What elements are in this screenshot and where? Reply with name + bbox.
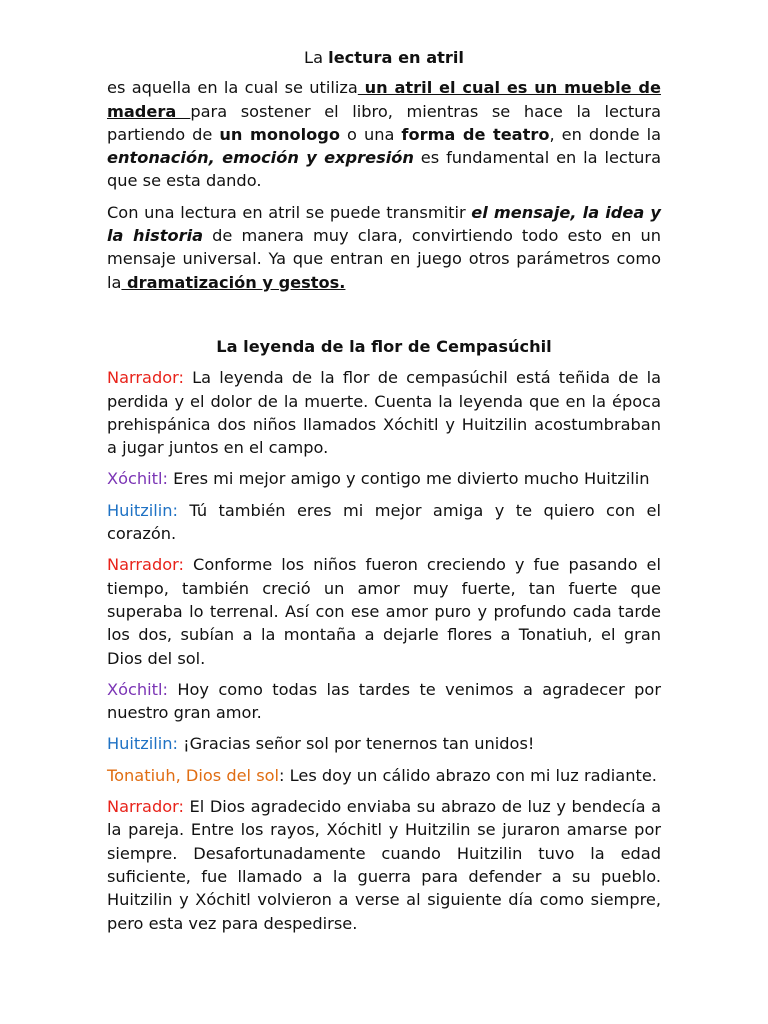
- speaker-label: Xóchitl:: [107, 469, 168, 489]
- dialogue-line: [107, 499, 661, 546]
- dialogue-text: El Dios agradecido enviaba su abrazo de luz y bendecía a la pareja. Entre los rayos, Xóchitl y Huitzilin se juraron amarse por siempre. Desafortunadamente cuando Huitzilin tuvo la edad suficiente, fue llamado a la guerra para defender a su pueblo. Huitzilin y Xóchitl volvieron a verse al siguiente día como siempre, pero esta vez para despedirse.: [107, 797, 661, 933]
- dialogue-line: [107, 366, 661, 459]
- bold-italic-phrase: entonación, emoción y expresión: [107, 148, 414, 168]
- text-run: de manera muy clara, convirtiendo todo esto en un mensaje universal. Ya que entran en juego otros parámetros como la: [107, 226, 661, 292]
- text-run: , en donde la: [549, 124, 661, 144]
- speaker-label: Tonatiuh, Dios del sol: [107, 765, 280, 785]
- speaker-label: Xóchitl:: [107, 679, 168, 699]
- text-run: es aquella en la cual se utiliza: [107, 78, 358, 98]
- underlined-phrase: un atril el cual es un mueble de madera: [107, 78, 661, 121]
- text-run: o una: [339, 124, 402, 144]
- dialogue-text: Eres mi mejor amigo y contigo me divierto mucho Huitzilin: [167, 469, 650, 489]
- text-run: es fundamental en la lectura que se esta dando.: [107, 148, 661, 191]
- speaker-label: Narrador:: [107, 797, 184, 817]
- document-page: [107, 46, 661, 943]
- speaker-label: Huitzilin:: [107, 500, 178, 520]
- dialogue-line: [107, 732, 661, 755]
- speaker-label: Narrador:: [107, 368, 184, 388]
- page-title: [107, 46, 661, 69]
- text-run: para sostener el libro, mientras se hace la lectura partiendo de: [107, 101, 662, 144]
- speaker-label: Narrador:: [107, 555, 184, 575]
- dialogue-text: Conforme los niños fueron creciendo y fue pasando el tiempo, también creció un amor muy fuerte, tan fuerte que superaba lo terrenal. Así con ese amor puro y profundo cada tarde los dos, subían a la montaña a dejarle flores a Tonatiuh, el gran Dios del sol.: [107, 555, 661, 668]
- speaker-label: Huitzilin:: [107, 734, 178, 754]
- bold-italic-phrase: el mensaje, la idea y la historia: [107, 202, 661, 246]
- dialogue-text: La leyenda de la flor de cempasúchil está teñida de la perdida y el dolor de la muerte. Cuenta la leyenda que en la época prehispánica dos niños llamados Xóchitl y Huitzilin acostumbraban a jugar juntos en el campo.: [107, 368, 661, 458]
- dialogue-text: Tú también eres mi mejor amiga y te quiero con el corazón.: [107, 500, 661, 544]
- title-bold: lectura en atril: [328, 48, 464, 67]
- dialogue-line: [107, 795, 661, 935]
- intro-paragraph-1: [107, 76, 661, 192]
- dialogue-line: [107, 467, 661, 490]
- dialogue-text: : Les doy un cálido abrazo con mi luz radiante.: [279, 765, 657, 785]
- intro-paragraph-2: [107, 201, 661, 294]
- dialogue-line: [107, 764, 661, 787]
- text-run: Con una lectura en atril se puede transmitir: [107, 202, 472, 222]
- dialogue-text: ¡Gracias señor sol por tenernos tan unidos!: [177, 734, 535, 754]
- bold-phrase: un monologo: [219, 124, 340, 144]
- dialogue-line: [107, 553, 661, 669]
- underlined-phrase: dramatización y gestos.: [121, 272, 346, 292]
- section-title: La leyenda de la flor de Cempasúchil: [216, 336, 552, 356]
- dialogue-line: [107, 678, 661, 725]
- title-prefix: La: [304, 48, 329, 67]
- bold-phrase: forma de teatro: [401, 124, 550, 144]
- dialogue-text: Hoy como todas las tardes te venimos a agradecer por nuestro gran amor.: [107, 679, 661, 723]
